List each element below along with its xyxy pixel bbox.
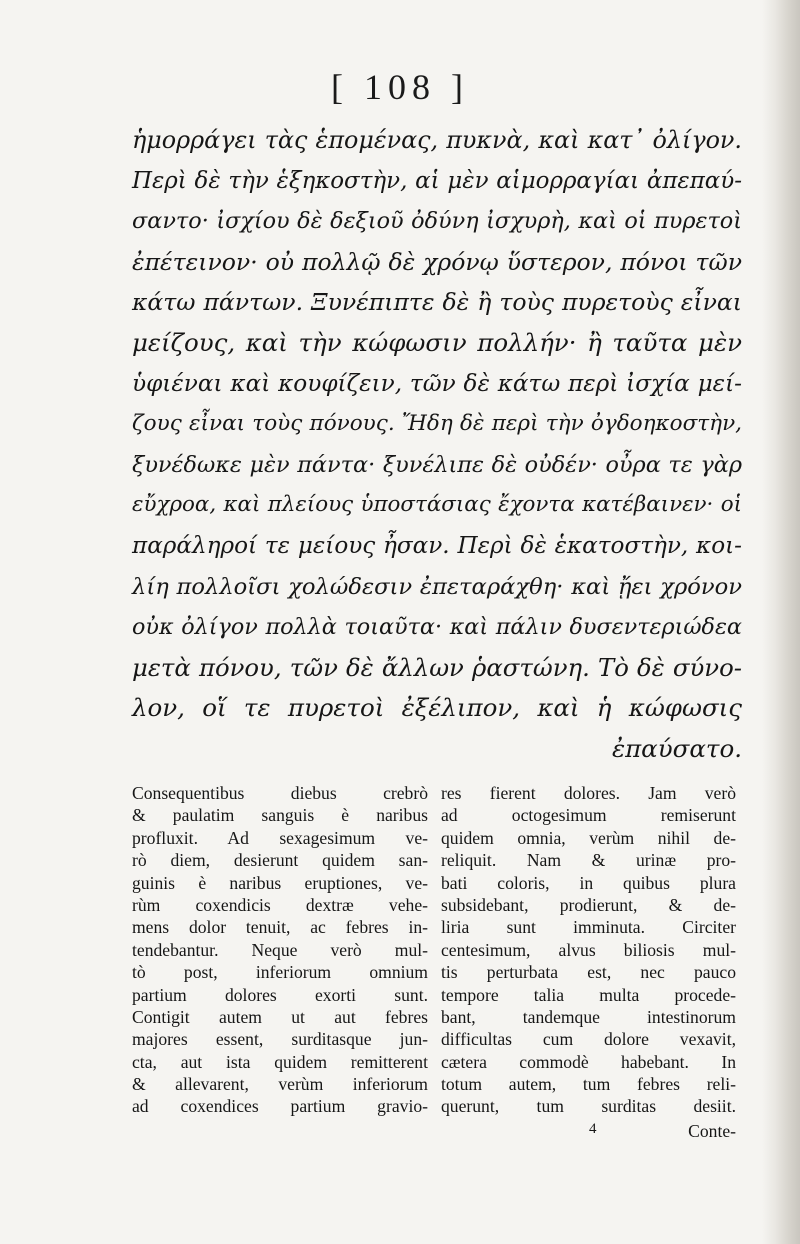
text-line: centesimum, alvus biliosis mul- <box>441 939 736 960</box>
text-line: ad octogesimum remiserunt <box>441 805 736 826</box>
text-line: bant, tandemque intestinorum <box>441 1006 736 1027</box>
page-footer <box>441 1121 736 1145</box>
text-line: mens dolor tenuit, ac febres in- <box>132 917 428 938</box>
text-line: μετὰ πόνου, τῶν δὲ ἄλλων ῥαστώνη. Τὸ δὲ σύνο- <box>132 652 742 682</box>
text-line: bati coloris, in quibus plura <box>441 872 736 893</box>
text-line: εὔχροα, καὶ πλείους ὑποστάσιας ἔχοντα κατέβαινεν· οἱ <box>132 492 742 518</box>
catchword: Conte- <box>688 1121 736 1141</box>
text-line: majores essent, surditasque jun- <box>132 1029 428 1050</box>
text-line: & allevarent, verùm inferiorum <box>132 1074 428 1095</box>
text-line: ad coxendices partium gravio- <box>132 1096 428 1117</box>
text-line: liria sunt imminuta. Circiter <box>441 917 736 938</box>
text-line: λον, οἵ τε πυρετοὶ ἐξέλιπον, καὶ ἡ κώφωσις <box>132 693 742 723</box>
text-line: οὐκ ὀλίγον πολλὰ τοιαῦτα· καὶ πάλιν δυσεντεριώδεα <box>132 614 742 641</box>
text-line: rùm coxendicis dextræ vehe- <box>132 894 428 915</box>
text-line: ἐπέτεινον· οὐ πολλῷ δὲ χρόνῳ ὕστερον, πόνοι τῶν <box>132 247 742 276</box>
text-line: ἡμορράγει τὰς ἑπομένας, πυκνὰ, καὶ κατ᾽ ὀλίγον. <box>132 126 742 154</box>
text-line: Consequentibus diebus crebrò <box>132 783 428 803</box>
page-number: [ 108 ] <box>331 67 469 107</box>
greek-text-block <box>132 120 742 770</box>
text-line: μείζους, καὶ τὴν κώφωσιν πολλήν· ἢ ταῦτα μὲν <box>132 327 742 357</box>
text-line: totum autem, tum febres reli- <box>441 1074 736 1095</box>
text-line: Contigit autem ut aut febres <box>132 1006 428 1027</box>
text-line: difficultas cum dolore vexavit, <box>441 1029 736 1050</box>
signature-mark: 4 <box>589 1121 597 1137</box>
text-line: ἐπαύσατο. <box>611 733 742 763</box>
text-line: querunt, tum surditas desiit. <box>441 1096 736 1117</box>
text-line: παράληροί τε μείους ἦσαν. Περὶ δὲ ἑκατοστὴν, κοι- <box>132 532 742 559</box>
text-line: σαντο· ἰσχίου δὲ δεξιοῦ ὀδύνη ἰσχυρὴ, καὶ οἱ πυρετοὶ <box>132 208 742 235</box>
text-line: ὑφιέναι καὶ κουφίζειν, τῶν δὲ κάτω περὶ ἰσχία μεί- <box>132 369 742 397</box>
text-line: cætera commodè habebant. In <box>441 1051 736 1072</box>
text-line: subsidebant, prodierunt, & de- <box>441 894 736 915</box>
text-line: tò post, inferiorum omnium <box>132 962 428 983</box>
text-line: κάτω πάντων. Ξυνέπιπτε δὲ ἢ τοὺς πυρετοὺς εἶναι <box>132 288 742 317</box>
text-line: rò diem, desierunt quidem san- <box>132 850 428 871</box>
text-line: ξυνέδωκε μὲν πάντα· ξυνέλιπε δὲ οὐδέν· οὖρα τε γὰρ <box>132 451 742 478</box>
latin-column-left <box>132 782 428 1118</box>
text-line: reliquit. Nam & urinæ pro- <box>441 850 736 871</box>
text-line: Περὶ δὲ τὴν ἑξηκοστὴν, αἱ μὲν αἱμορραγίαι ἀπεπαύ- <box>132 167 742 194</box>
page-gutter-shadow <box>762 0 800 1244</box>
text-line: guinis è naribus eruptiones, ve- <box>132 872 428 893</box>
latin-column-right <box>441 782 736 1118</box>
text-line: tis perturbata est, nec pauco <box>441 962 736 983</box>
text-line: λίη πολλοῖσι χολώδεσιν ἐπεταράχθη· καὶ ᾔει χρόνον <box>132 573 742 600</box>
text-line: tempore talia multa procede- <box>441 984 736 1005</box>
text-line: profluxit. Ad sexagesimum ve- <box>132 827 428 848</box>
text-line: res fierent dolores. Jam verò <box>441 783 736 803</box>
text-line: cta, aut ista quidem remitterent <box>132 1051 428 1072</box>
text-line: tendebantur. Neque verò mul- <box>132 939 428 960</box>
text-line: partium dolores exorti sunt. <box>132 984 428 1005</box>
text-line: quidem omnia, verùm nihil de- <box>441 827 736 848</box>
text-line: ζους εἶναι τοὺς πόνους. Ἤδη δὲ περὶ τὴν ὀγδοηκοστὴν, <box>132 411 742 437</box>
text-line: & paulatim sanguis è naribus <box>132 805 428 826</box>
